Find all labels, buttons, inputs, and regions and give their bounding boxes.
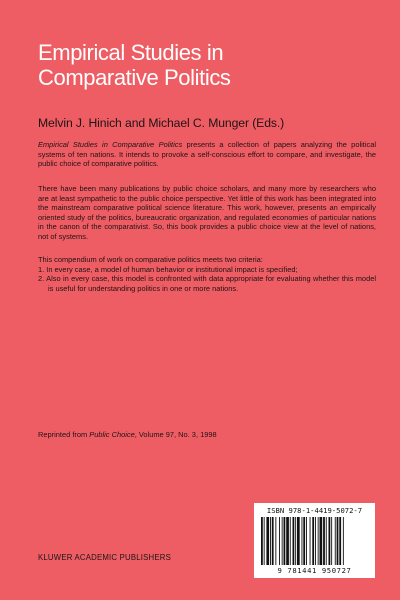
- criterion-2: 2. Also in every case, this model is confronted with data appropriate for evaluating whether this model is useful for understanding politics in one or more nations.: [38, 274, 376, 293]
- criterion-1: 1. In every case, a model of human behavior or institutional impact is specified;: [38, 264, 298, 274]
- reprint-note: [38, 430, 378, 439]
- barcode-bar: [315, 517, 316, 565]
- barcode-digits: 9 781441 950727: [277, 566, 352, 575]
- book-title: [38, 40, 358, 90]
- barcode-bar: [302, 517, 303, 565]
- barcode-bar: [290, 517, 291, 565]
- barcode-bar: [275, 517, 276, 565]
- criteria-intro: This compendium of work on comparative politics meets two criteria:: [38, 255, 263, 264]
- title-line-1: Empirical Studies in: [38, 40, 224, 65]
- blurb-paragraph-2: There have been many publications by public choice scholars, and many more by researchers who are at least sympathetic to the public choice perspective. Yet little of this work has been integrated into the mainstream comparative political science literature. This work, however, presents an empirically oriented study of the politics, bureaucratic organization, and regulated economies of particular nations in the canon of the comparativist. So, this book provides a public choice view at the level of nations, not of systems.: [38, 184, 376, 241]
- barcode-bar: [284, 517, 286, 565]
- barcode-bar: [261, 517, 263, 565]
- barcode-bar: [337, 517, 339, 565]
- barcode-bar: [339, 517, 341, 565]
- editors: Melvin J. Hinich and Michael C. Munger (Eds.): [38, 116, 285, 130]
- blurb-book-title: Empirical Studies in Comparative Politics: [38, 140, 183, 149]
- blurb-paragraph-3: [38, 255, 376, 293]
- isbn-number: ISBN 978-1-4419-5072-7: [266, 506, 363, 515]
- barcode-bar: [312, 517, 314, 565]
- barcode-bar: [272, 517, 274, 565]
- barcode-bar: [335, 517, 336, 565]
- barcode-bar: [329, 517, 331, 565]
- barcode-bar: [264, 517, 265, 565]
- reprint-prefix: Reprinted from: [38, 430, 90, 439]
- barcode-bar: [310, 517, 311, 565]
- barcode-bar: [286, 517, 289, 565]
- blurb-paragraph-1: [38, 140, 376, 169]
- publisher-name: KLUWER ACADEMIC PUBLISHERS: [38, 553, 172, 562]
- isbn-barcode-box: [254, 503, 375, 578]
- barcode-bar: [331, 517, 332, 565]
- barcode-bar: [318, 517, 319, 565]
- barcode-bar: [320, 517, 323, 565]
- barcode-bar: [323, 517, 325, 565]
- barcode-bar: [343, 517, 344, 565]
- barcode-bar: [293, 517, 295, 565]
- barcode-bar: [326, 517, 327, 565]
- barcode-bar: [282, 517, 283, 565]
- title-line-2: Comparative Politics: [38, 65, 231, 90]
- reprint-journal: Public Choice: [89, 430, 135, 439]
- barcode-bar: [279, 517, 280, 565]
- blurb-paragraph-1-text: presents a collection of papers analyzing the political systems of ten nations. It intends to provoke a self-conscious effort to compare, and investigate, the public choice of comparative politics.: [38, 140, 376, 169]
- barcode-bar: [306, 517, 307, 565]
- reprint-suffix: , Volume 97, No. 3, 1998: [134, 430, 217, 439]
- barcode-icon: [260, 517, 369, 565]
- barcode-bar: [295, 517, 296, 565]
- barcode-bar: [297, 517, 300, 565]
- barcode-bar: [266, 517, 269, 565]
- barcode-bar: [303, 517, 305, 565]
- barcode-bar: [270, 517, 271, 565]
